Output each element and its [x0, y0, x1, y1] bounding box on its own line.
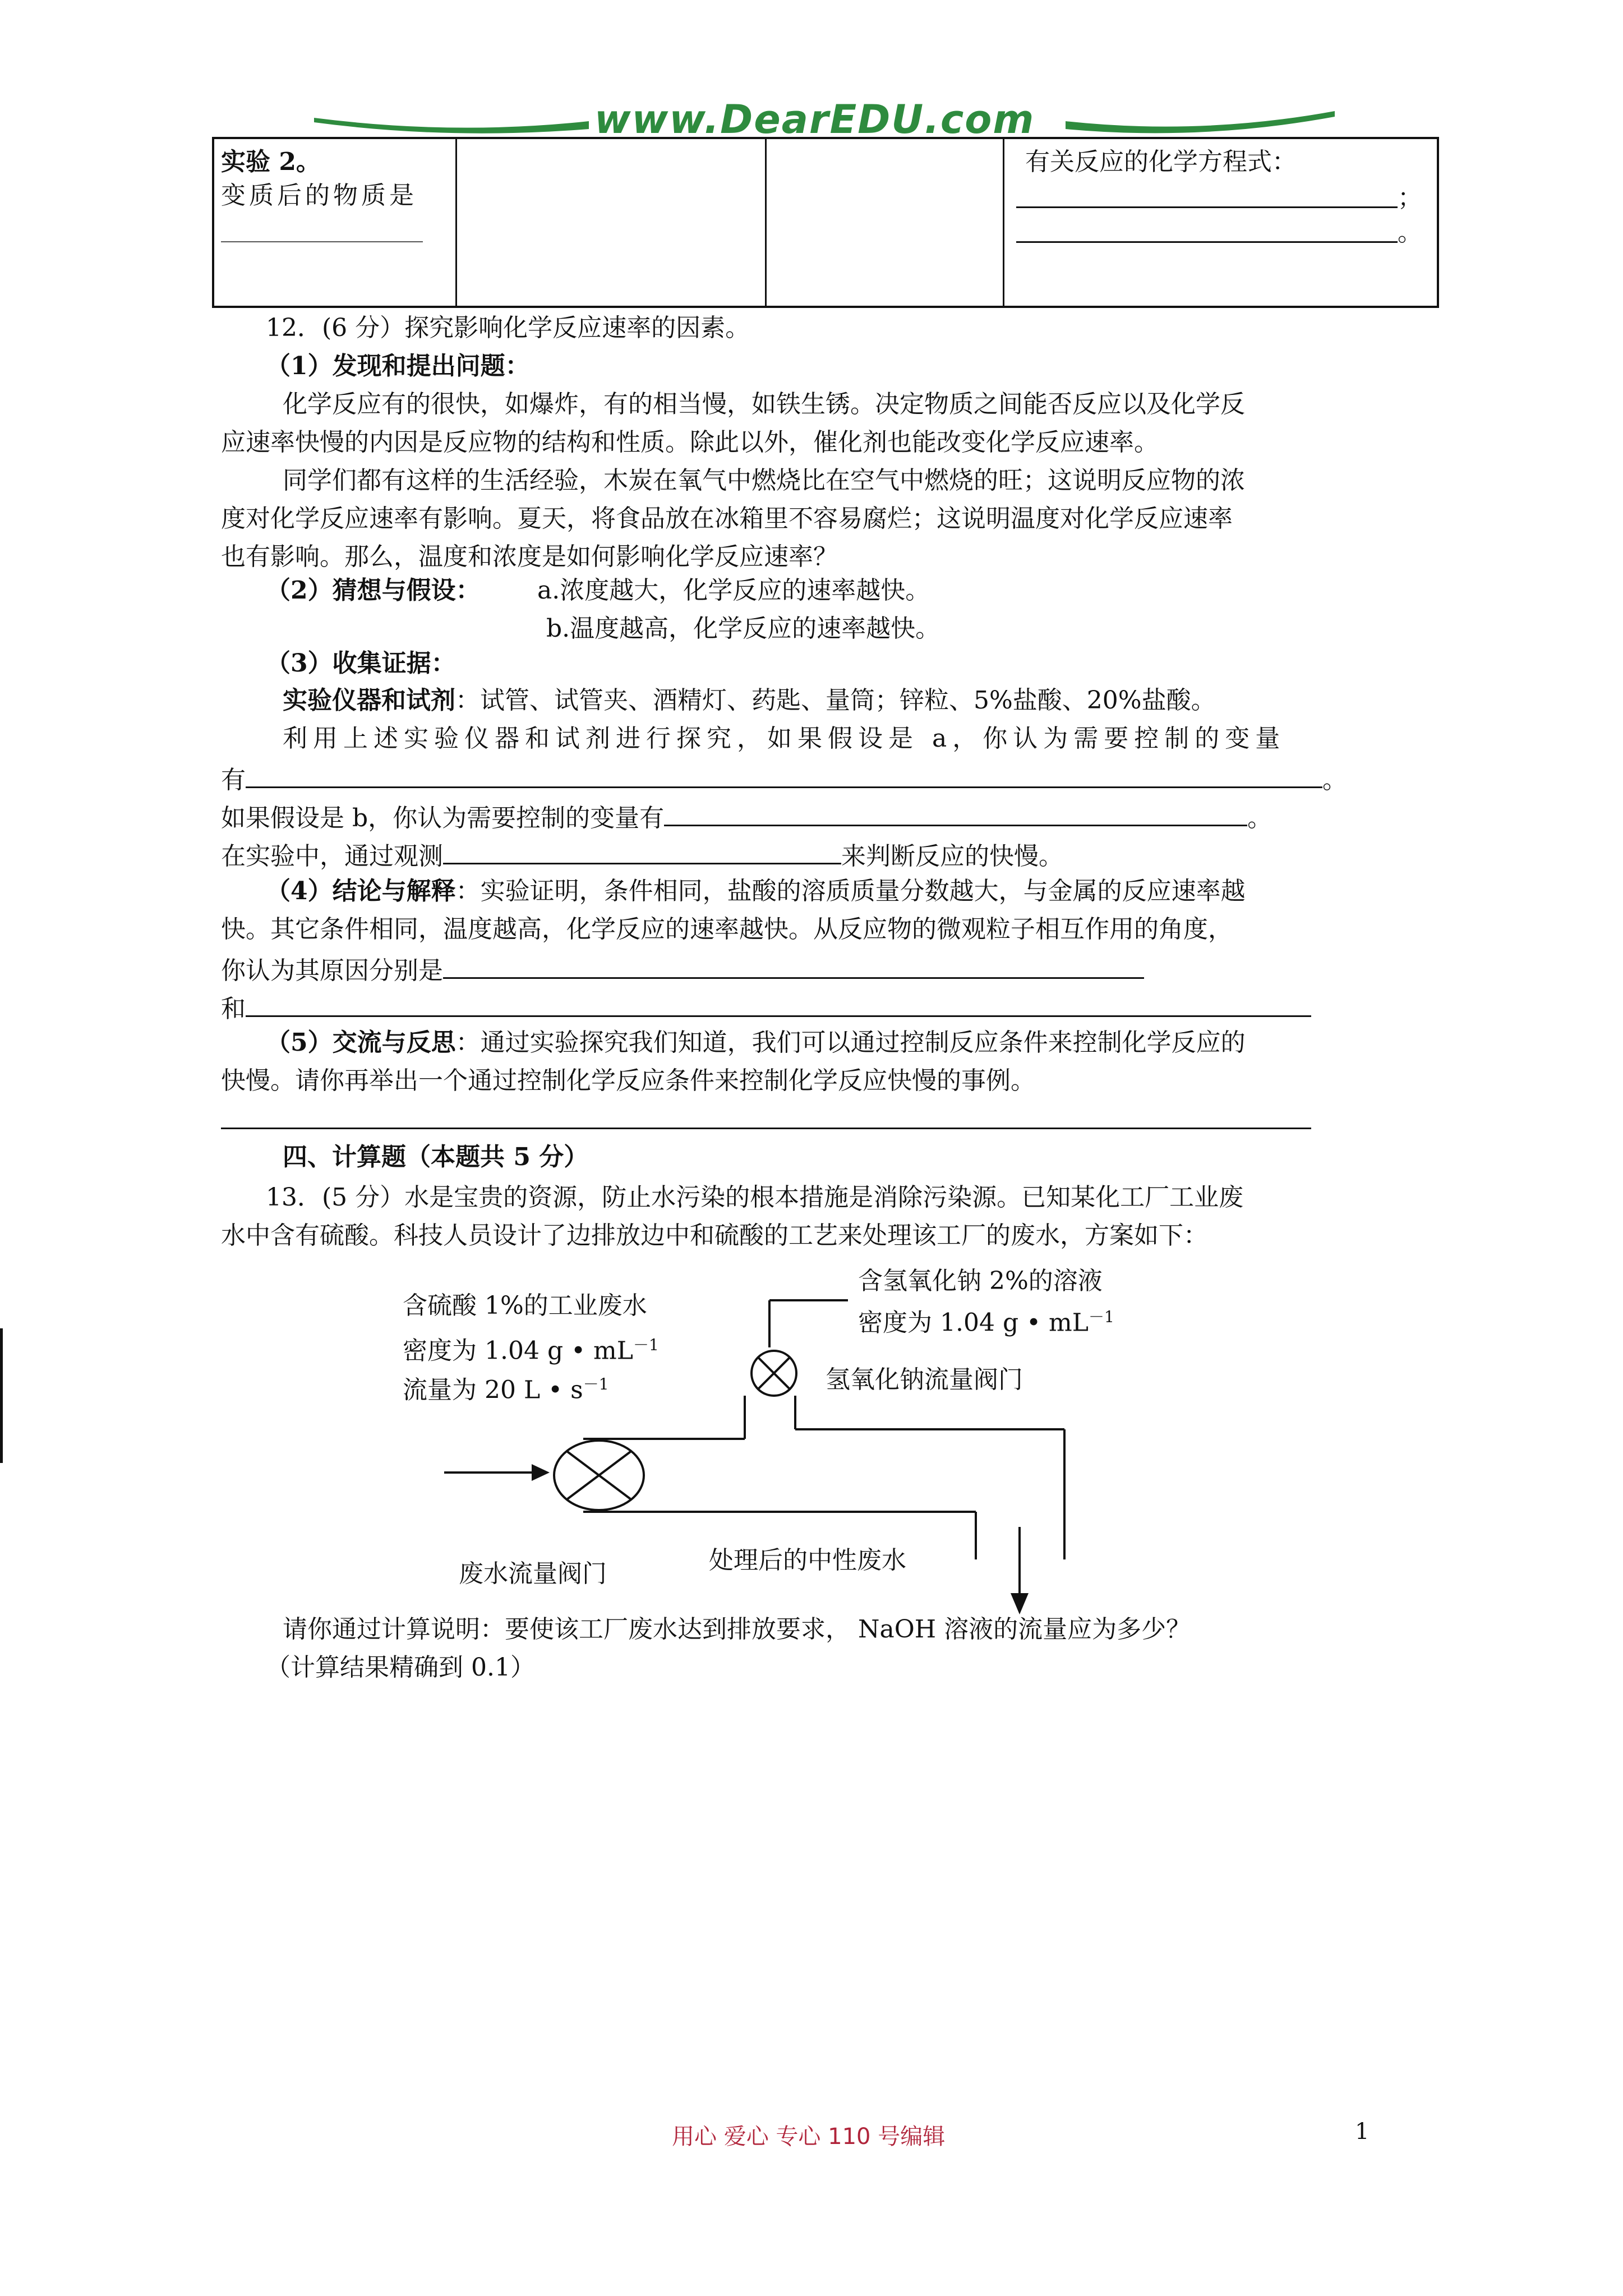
- q12-paragraph: 应速率快慢的内因是反应物的结构和性质。除此以外，催化剂也能改变化学反应速率。: [221, 428, 1159, 457]
- footer-text: 用心 爱心 专心 110 号编辑: [672, 2124, 946, 2150]
- q13-precision-note: （计算结果精确到 0.1）: [266, 1653, 535, 1682]
- q12-s4-heading: （4）结论与解释: [266, 877, 456, 905]
- naoh-density: [858, 1300, 1114, 1340]
- q12-paragraph: 快慢。请你再举出一个通过控制化学反应条件来控制化学反应快慢的事例。: [221, 1066, 1035, 1095]
- text: 有: [221, 766, 246, 794]
- waste-water-label: 含硫酸 1%的工业废水: [403, 1291, 647, 1320]
- text: 密度为 1.04 g • mL: [858, 1308, 1089, 1337]
- treated-water-label: 处理后的中性废水: [709, 1546, 906, 1575]
- text: 流量为 20 L • s: [403, 1375, 583, 1405]
- q13-paragraph: 13．(5 分）水是宝贵的资源，防止水污染的根本措施是消除污染源。已知某化工厂工业废: [266, 1183, 1244, 1212]
- q12-s2-heading: （2）猜想与假设：: [266, 576, 481, 605]
- q12-s5-heading: （5）交流与反思: [266, 1028, 456, 1057]
- q12-paragraph: 度对化学反应速率有影响。夏天，将食品放在冰箱里不容易腐烂；这说明温度对化学反应速率: [221, 504, 1233, 533]
- margin-mark: [0, 1328, 3, 1463]
- text: 密度为 1.04 g • mL: [403, 1336, 633, 1365]
- q12-s3-line: 利用上述实验仪器和试剂进行探究，如果假设是 a，你认为需要控制的变量: [283, 724, 1286, 753]
- waste-flow: [403, 1368, 609, 1407]
- page-number: 1: [1355, 2119, 1370, 2145]
- superscript: －1: [1088, 1308, 1114, 1326]
- text: 来判断反应的快慢。: [841, 842, 1063, 871]
- text: 。: [1247, 804, 1272, 832]
- q12-s1-heading: （1）发现和提出问题：: [266, 352, 530, 380]
- text: ：通过实验探究我们知道，我们可以通过控制反应条件来控制化学反应的: [455, 1028, 1246, 1057]
- table-cell-equation-label: 有关反应的化学方程式：: [1025, 148, 1297, 176]
- hypothesis-b: b.温度越高，化学反应的速率越快。: [546, 614, 940, 643]
- reagents-label: 实验仪器和试剂: [283, 686, 455, 715]
- q12-title: 12．(6 分）探究影响化学反应速率的因素。: [266, 314, 750, 342]
- semicolon: ；: [1398, 183, 1422, 212]
- q12-paragraph: 快。其它条件相同，温度越高，化学反应的速率越快。从反应物的微观粒子相互作用的角度，: [221, 915, 1233, 944]
- naoh-valve-label: 氢氧化钠流量阀门: [826, 1365, 1023, 1394]
- superscript: －1: [633, 1336, 659, 1354]
- table-cell-experiment: 实验 2。: [221, 148, 321, 176]
- q13-question: 请你通过计算说明：要使该工厂废水达到排放要求， NaOH 溶液的流量应为多少？: [283, 1615, 1191, 1644]
- superscript: －1: [583, 1375, 609, 1393]
- text: 在实验中，通过观测: [221, 842, 443, 871]
- text: 和: [221, 995, 246, 1023]
- q12-paragraph: 也有影响。那么，温度和浓度是如何影响化学反应速率？: [221, 542, 838, 571]
- text: 如果假设是 b，你认为需要控制的变量有: [221, 804, 665, 832]
- text: 你认为其原因分别是: [221, 956, 443, 985]
- reagents-text: ：试管、试管夹、酒精灯、药匙、量筒；锌粒、5%盐酸、20%盐酸。: [455, 686, 1216, 715]
- q13-paragraph: 水中含有硫酸。科技人员设计了边排放边中和硫酸的工艺来处理该工厂的废水，方案如下：: [221, 1221, 1208, 1250]
- logo-text: www.DearEDU.com: [594, 96, 1035, 142]
- naoh-solution-label: 含氢氧化钠 2%的溶液: [858, 1267, 1103, 1295]
- section-heading: 四、计算题（本题共 5 分）: [283, 1143, 589, 1171]
- q12-paragraph: 化学反应有的很快，如爆炸，有的相当慢，如铁生锈。决定物质之间能否反应以及化学反: [283, 390, 1245, 418]
- waste-valve-label: 废水流量阀门: [459, 1559, 607, 1588]
- hypothesis-a: a.浓度越大，化学反应的速率越快。: [537, 576, 930, 605]
- q12-s3-heading: （3）收集证据：: [266, 649, 456, 678]
- q12-paragraph: 同学们都有这样的生活经验，木炭在氧气中燃烧比在空气中燃烧的旺；这说明反应物的浓: [283, 466, 1245, 495]
- period: 。: [1398, 218, 1422, 247]
- waste-density: [403, 1328, 659, 1368]
- text: ：实验证明，条件相同，盐酸的溶质质量分数越大，与金属的反应速率越: [455, 877, 1246, 905]
- text: 。: [1322, 766, 1347, 794]
- table-cell-substance-label: 变质后的物质是: [221, 181, 417, 210]
